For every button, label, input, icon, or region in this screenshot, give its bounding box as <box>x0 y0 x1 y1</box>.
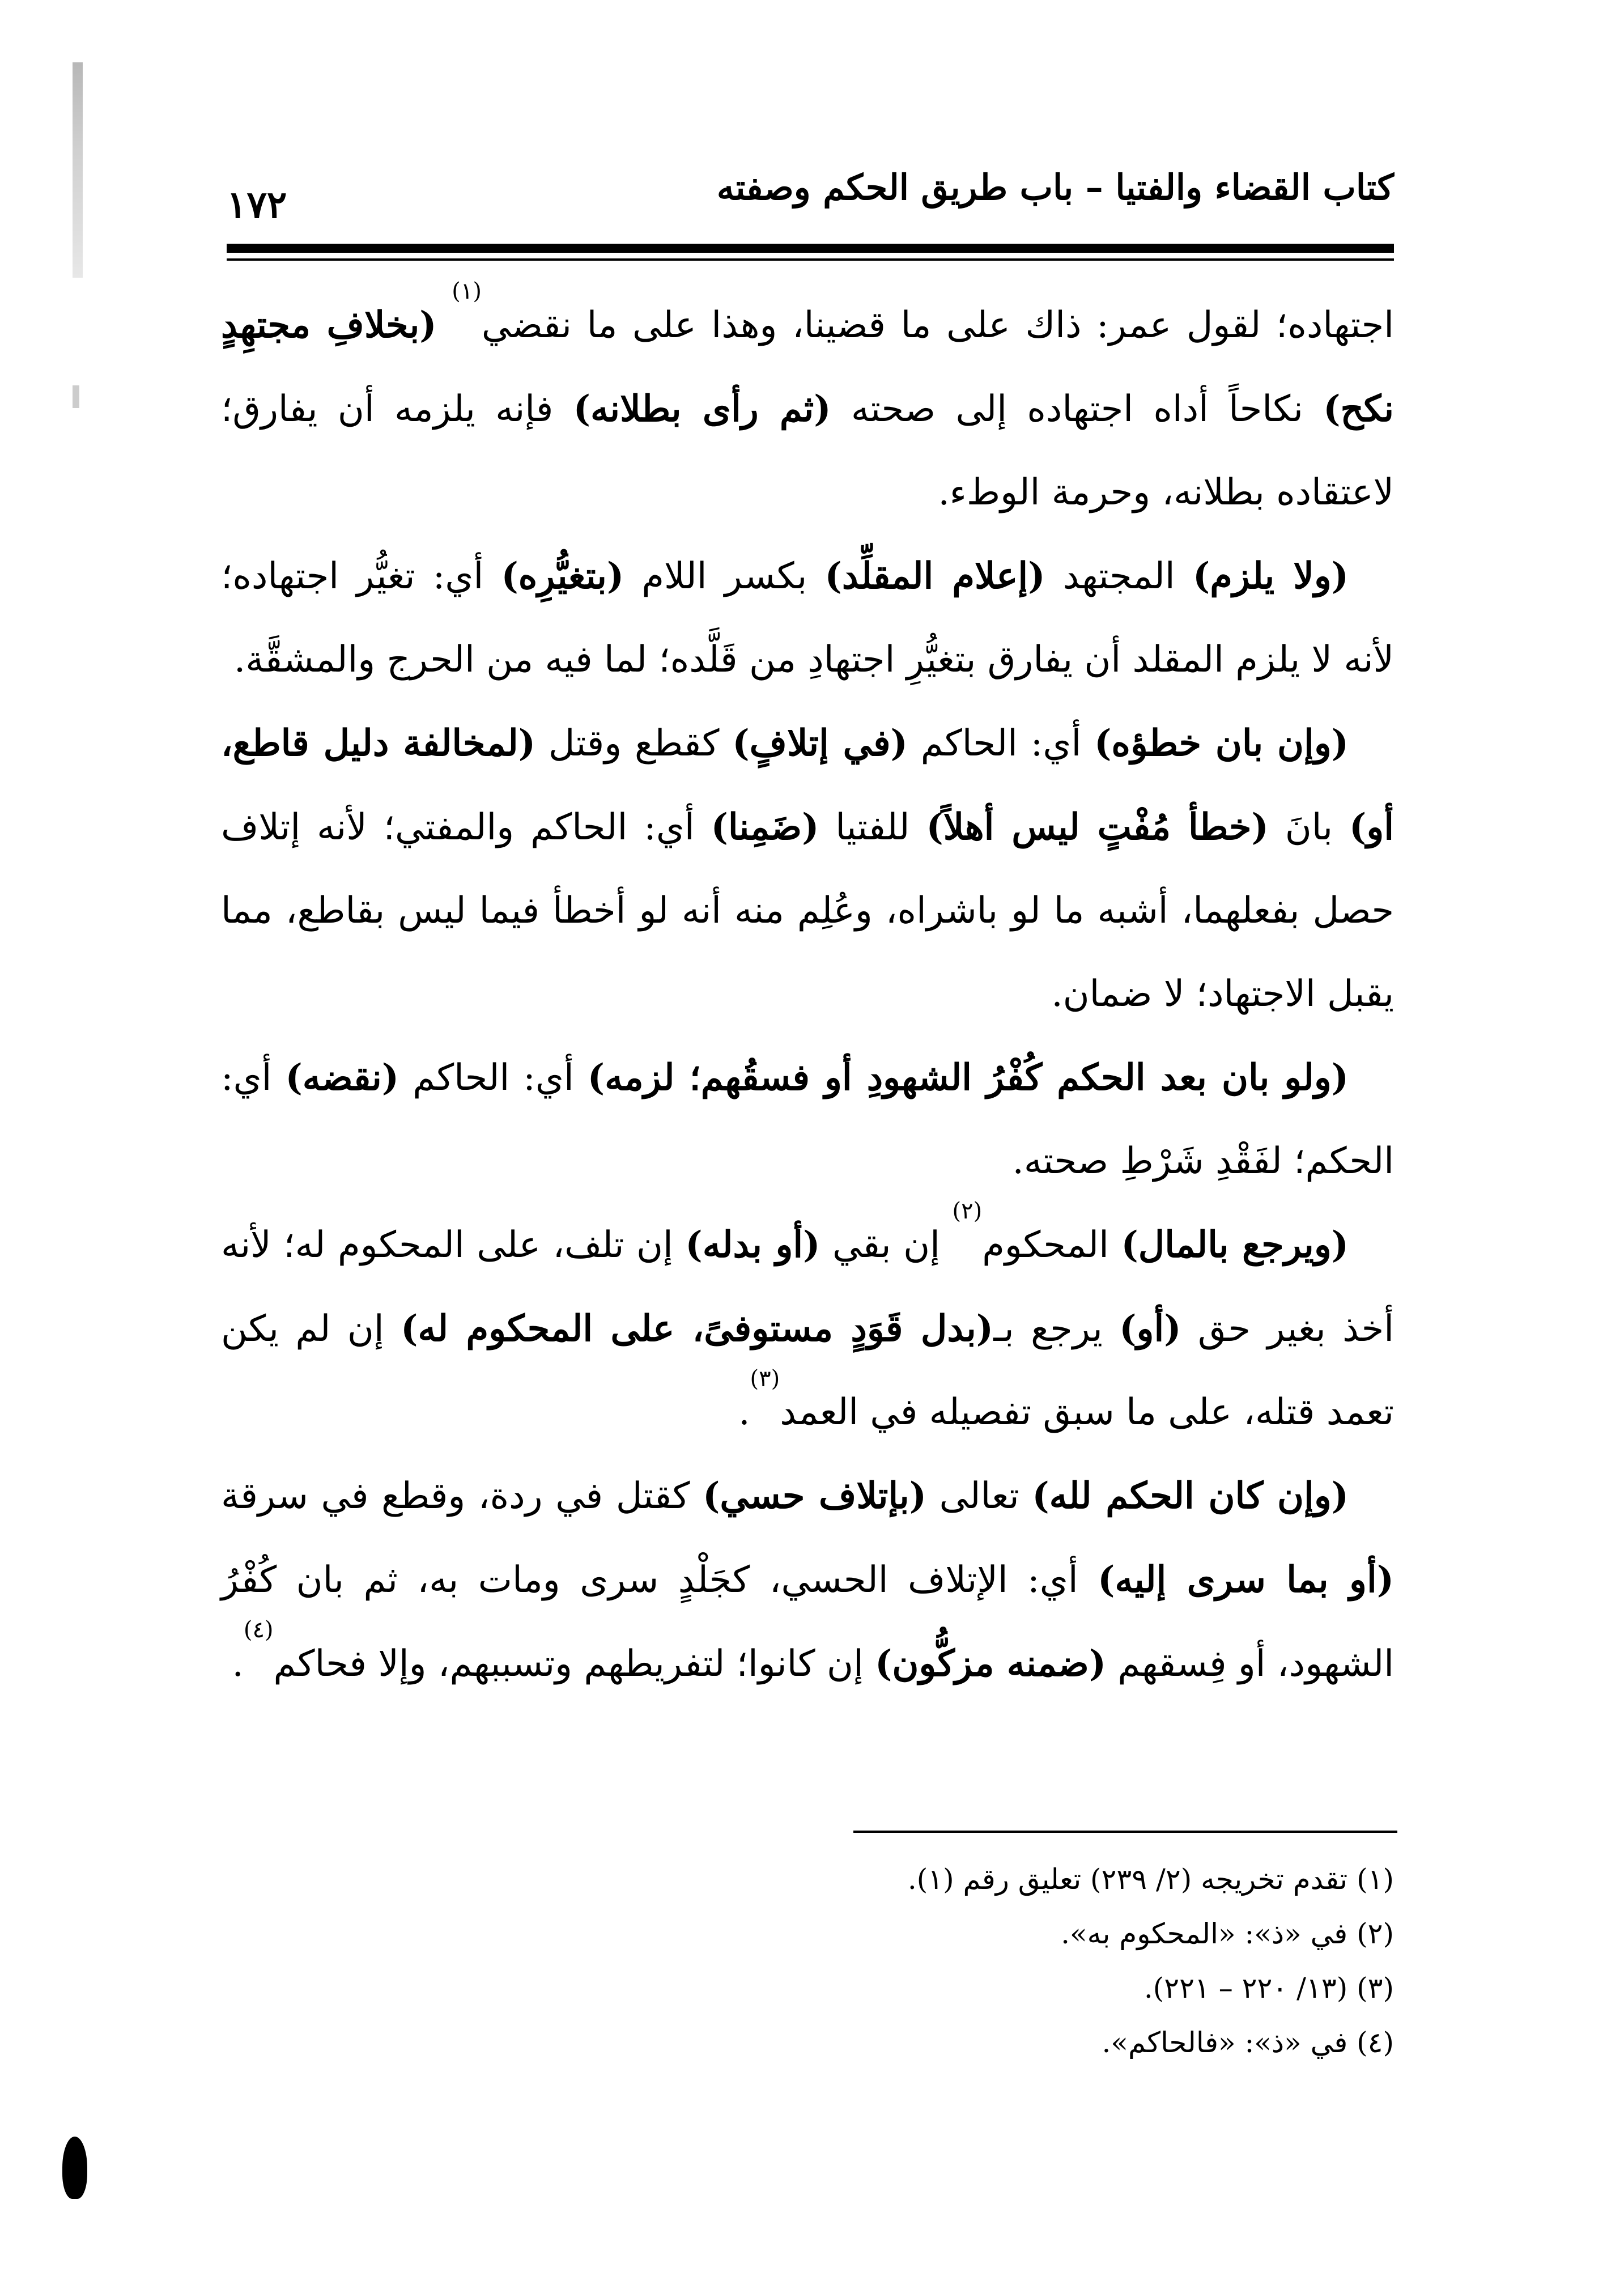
sharh-text: كقطع وقتل <box>535 723 733 765</box>
sharh-text: تعالى <box>926 1475 1032 1517</box>
matn-text: (خطأ مُفْتٍ ليس أهلاً) <box>926 806 1269 848</box>
matn-text: (أو بما سرى إليه) <box>1098 1559 1395 1601</box>
sharh-text: يرجع بـ <box>993 1308 1120 1350</box>
sharh-text: إن لم يكن تعمد قتله، على ما سبق تفصيله في العمد <box>221 1308 1394 1433</box>
footnote-separator <box>853 1831 1397 1833</box>
footnote-1: (١) تقدم تخريجه (٢/ ٢٣٩) تعليق رقم (١). <box>907 1863 1394 1896</box>
sharh-text: أي: تغيُّر اجتهاده؛ لأنه لا يلزم المقلد أن يفارق بتغيُّرِ اجتهادِ من قَلَّده؛ لما فيه من الحرج والمشقَّة. <box>221 555 1394 681</box>
footnote-ref: (٣) <box>750 1366 780 1392</box>
footnote-2: (٢) في «ذ»: «المحكوم به». <box>1061 1917 1394 1950</box>
scan-margin-mark <box>73 62 83 278</box>
paragraph <box>221 1036 1394 1203</box>
sharh-text: . <box>232 1643 244 1685</box>
matn-text: (نقضه) <box>285 1056 399 1099</box>
footnote-ref: (٤) <box>243 1617 274 1643</box>
sharh-text: المجتهد <box>1045 555 1193 597</box>
matn-text: (بخلافِ مجتهِدٍ نكح) <box>221 304 1395 430</box>
matn-text: (ولو بان بعد الحكم كُفْرُ الشهودِ أو فسقُهم؛ لزمه) <box>587 1056 1349 1099</box>
scan-margin-dot <box>73 385 79 408</box>
matn-text: (إعلام المقلِّد) <box>824 555 1045 597</box>
matn-text: (بدل قَوَدٍ مستوفىً، على المحكوم له) <box>401 1307 994 1350</box>
matn-text: (ثم رأى بطلانه) <box>573 388 831 430</box>
main-text <box>221 278 1395 1706</box>
sharh-text: أي: الإتلاف الحسي، كجَلْدٍ سرى ومات به، ثم بان كُفْرُ الشهود، أو فِسقهم <box>221 1559 1394 1685</box>
sharh-text: إن كانوا؛ لتفريطهم وتسببهم، وإلا فحاكم <box>273 1643 875 1685</box>
sharh-text: أي: الحكم؛ لفَقْدِ شَرْطِ صحته. <box>221 1057 1394 1182</box>
header-rule-thick <box>227 244 1394 253</box>
scan-margin-mark-bottom <box>62 2137 87 2199</box>
sharh-text: أي: الحاكم <box>907 723 1095 765</box>
matn-text: (وإن بان خطؤه) <box>1094 722 1349 765</box>
paragraph <box>221 702 1394 1036</box>
matn-text: (أو بدله) <box>685 1224 820 1266</box>
matn-text: (في إتلافٍ) <box>732 722 908 765</box>
footnote-3: (٣) (١٣/ ٢٢٠ – ٢٢١). <box>1143 1972 1394 2005</box>
sharh-text: للفتيا <box>819 806 926 848</box>
sharh-text: أي: الحاكم والمفتي؛ لأنه إتلاف حصل بفعلهما، أشبه ما لو باشراه، وعُلِم منه أنه لو أخطأ فيما ليس بقاطع، مما يقبل الاجتهاد؛ لا ضمان. <box>221 806 1394 1015</box>
paragraph <box>221 1454 1394 1706</box>
sharh-text: . <box>738 1391 750 1433</box>
footnote-ref: (٢) <box>952 1198 983 1224</box>
sharh-text: نكاحاً أداه اجتهاده إلى صحته <box>831 388 1324 430</box>
matn-text: (ويرجع بالمال) <box>1121 1224 1349 1266</box>
page-header <box>227 167 1394 232</box>
paragraph <box>221 278 1395 534</box>
matn-text: (ضَمِنا) <box>711 806 819 848</box>
sharh-text: المحكوم <box>982 1224 1121 1266</box>
sharh-text: إن بقي <box>820 1224 953 1266</box>
matn-text: (أو) <box>1119 1307 1181 1350</box>
header-rule-thin <box>227 258 1394 261</box>
footnote-4: (٤) في «ذ»: «فالحاكم». <box>1102 2026 1394 2059</box>
sharh-text: بكسر اللام <box>624 555 825 597</box>
footnote-ref: (١) <box>452 278 482 304</box>
page-number: ١٧٢ <box>227 182 287 227</box>
footnotes <box>227 1852 1394 2070</box>
matn-text: (ولا يلزم) <box>1192 555 1349 597</box>
matn-text: (وإن كان الحكم لله) <box>1032 1475 1349 1517</box>
matn-text: (ضمنه مزكُّون) <box>875 1642 1107 1685</box>
matn-text: (لمخالفة دليل قاطع، أو) <box>221 722 1395 848</box>
sharh-text: فإنه يلزمه أن يفارق؛ لاعتقاده بطلانه، وحرمة الوطء. <box>221 388 1394 513</box>
sharh-text: كقتل في ردة، وقطع في سرقة <box>221 1475 703 1517</box>
sharh-text: اجتهاده؛ لقول عمر: ذاك على ما قضينا، وهذا على ما نقضي <box>481 304 1395 346</box>
matn-text: (بتغيُّرِه) <box>501 555 624 597</box>
paragraph <box>221 1198 1394 1454</box>
running-title: كتاب القضاء والفتيا – باب طريق الحكم وصفته <box>716 167 1394 208</box>
paragraph <box>221 534 1394 702</box>
sharh-text: إن تلف، على المحكوم له؛ لأنه أخذ بغير حق <box>221 1224 1394 1350</box>
sharh-text: بانَ <box>1268 806 1350 848</box>
sharh-text: أي: الحاكم <box>399 1057 588 1099</box>
matn-text: (بإتلاف حسي) <box>703 1475 926 1517</box>
sharh-text <box>437 304 452 346</box>
